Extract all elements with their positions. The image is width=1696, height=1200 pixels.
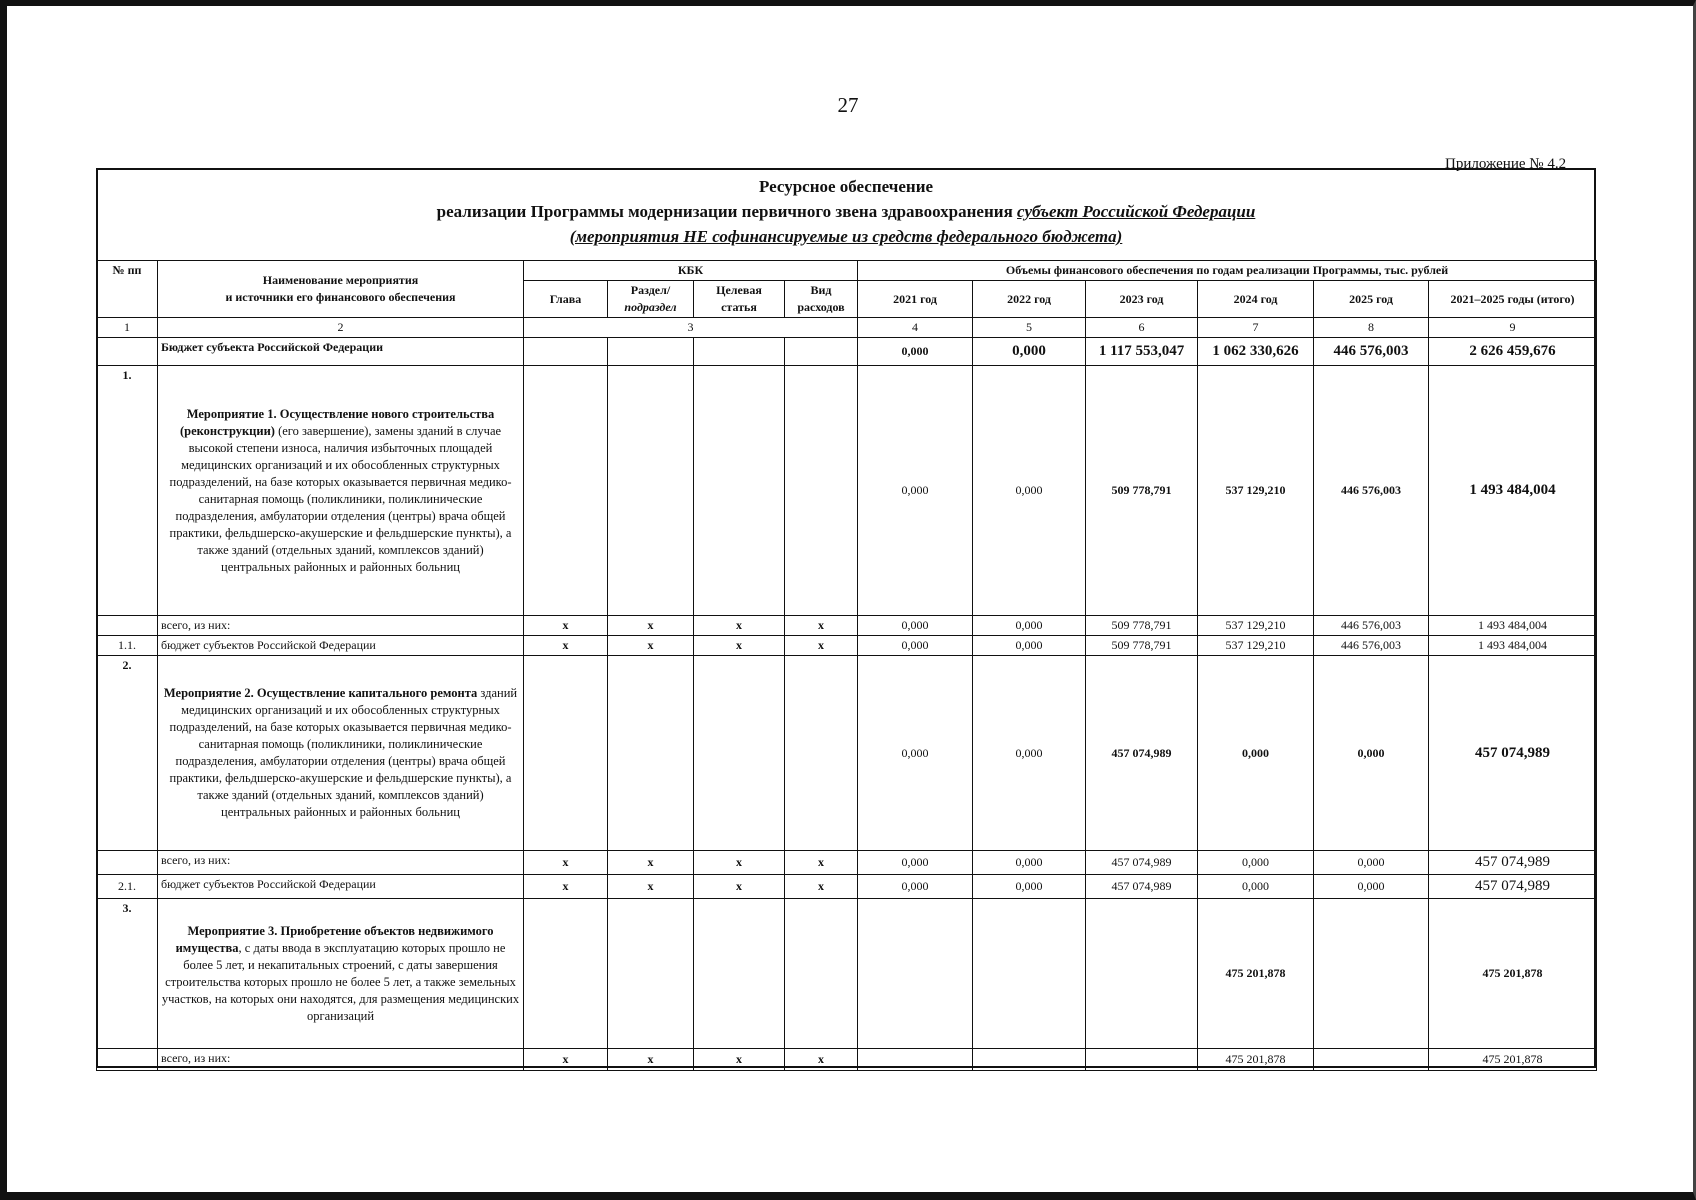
measure-2-1-2021: 0,000 (858, 875, 973, 899)
measure-2-name (158, 656, 524, 851)
budget-value-total: 2 626 459,676 (1429, 338, 1597, 366)
header-celevaya-line-1: Целевая (716, 283, 762, 297)
colnum-6: 6 (1086, 318, 1198, 338)
measure-2-name-rest: зданий медицинских организаций и их обособленных структурных подразделений, на базе которых оказывается первичная медико-санитарная помощь (поликлиники, поликлинические подразделения, амбулатории отделения (центры) врача общей практики, фельдшерско-акушерские и фельдшерские пункты), а также зданий (отдельных зданий, комплексов зданий) центральных районных и районных больниц (169, 686, 518, 819)
measure-2-name-bold: Мероприятие 2. Осуществление капитального ремонта (163, 686, 478, 700)
header-name (158, 261, 524, 318)
measure-3-name (158, 899, 524, 1049)
measure-1-1-kbk-1: x (524, 636, 608, 656)
title-line-3: (мероприятия НЕ софинансируемые из средств федерального бюджета) (569, 227, 1123, 246)
measure-1-1-2022: 0,000 (973, 636, 1086, 656)
measure-3-total-kbk-1: x (524, 1049, 608, 1071)
measure-3-value-total: 475 201,878 (1429, 899, 1597, 1049)
measure-2-total-num (97, 851, 158, 875)
measure-1-kbk-1 (524, 366, 608, 616)
measure-3-value-2023 (1086, 899, 1198, 1049)
measure-2-total-2021: 0,000 (858, 851, 973, 875)
measure-1-total-kbk-3: x (694, 616, 785, 636)
measure-2-total-kbk-3: x (694, 851, 785, 875)
header-celevaya (694, 281, 785, 318)
measure-1-value-2024: 537 129,210 (1198, 366, 1314, 616)
measure-2-kbk-2 (608, 656, 694, 851)
colnum-3: 3 (524, 318, 858, 338)
measure-1-total-kbk-4: x (785, 616, 858, 636)
measure-1-name-rest: (его завершение), замены зданий в случае высокой степени износа, наличия избыточных площадей медицинских организаций и их обособленных структурных подразделений, на базе которых оказывается первичная медико-санитарная помощь (поликлиники, поликлинические подразделения, амбулатории отделения (центры) врача общей практики, фельдшерско-акушерские и фельдшерские пункты), а также зданий (отдельных зданий, комплексов зданий) центральных районных и районных больниц (169, 423, 512, 574)
measure-2-total-2022: 0,000 (973, 851, 1086, 875)
measure-3-total-2022 (973, 1049, 1086, 1071)
measure-1-1-2021: 0,000 (858, 636, 973, 656)
row-measure-1-1 (97, 636, 1597, 656)
measure-3-total-name: всего, из них: (158, 1049, 524, 1071)
budget-kbk-4 (785, 338, 858, 366)
measure-3-total-kbk-3: x (694, 1049, 785, 1071)
budget-num (97, 338, 158, 366)
measure-3-total-2021 (858, 1049, 973, 1071)
budget-value-2024: 1 062 330,626 (1198, 338, 1314, 366)
measure-2-total-2025: 0,000 (1314, 851, 1429, 875)
measure-2-value-2025: 0,000 (1314, 656, 1429, 851)
measure-1-1-2025: 446 576,003 (1314, 636, 1429, 656)
page-number: 27 (837, 93, 859, 117)
measure-1-name-bold: Мероприятие 1. Осуществление нового строительства (реконструкции) (179, 406, 495, 438)
colnum-4: 4 (858, 318, 973, 338)
measure-1-value-2025: 446 576,003 (1314, 366, 1429, 616)
row-measure-3-total (97, 1049, 1597, 1071)
measure-3-value-2025 (1314, 899, 1429, 1049)
measure-2-value-2024: 0,000 (1198, 656, 1314, 851)
document-title (96, 174, 1596, 249)
header-num: № пп (97, 261, 158, 318)
resource-table (96, 260, 1597, 1071)
title-subject: субъект Российской Федерации (1017, 202, 1256, 221)
header-row-1 (97, 261, 1597, 281)
measure-1-value-2023: 509 778,791 (1086, 366, 1198, 616)
measure-2-kbk-3 (694, 656, 785, 851)
measure-1-total-kbk-1: x (524, 616, 608, 636)
header-year-2025: 2025 год (1314, 281, 1429, 318)
colnum-7: 7 (1198, 318, 1314, 338)
title-line-1: Ресурсное обеспечение (758, 177, 934, 196)
budget-kbk-1 (524, 338, 608, 366)
measure-2-total-2023: 457 074,989 (1086, 851, 1198, 875)
measure-3-kbk-3 (694, 899, 785, 1049)
measure-2-num: 2. (97, 656, 158, 851)
header-year-2021: 2021 год (858, 281, 973, 318)
measure-1-total-2022: 0,000 (973, 616, 1086, 636)
measure-1-value-total: 1 493 484,004 (1429, 366, 1597, 616)
measure-2-1-2023: 457 074,989 (1086, 875, 1198, 899)
measure-2-value-2023: 457 074,989 (1086, 656, 1198, 851)
row-measure-2 (97, 656, 1597, 851)
header-glava: Глава (524, 281, 608, 318)
measure-2-kbk-1 (524, 656, 608, 851)
header-year-2024: 2024 год (1198, 281, 1314, 318)
measure-2-value-total: 457 074,989 (1429, 656, 1597, 851)
measure-1-total-2021: 0,000 (858, 616, 973, 636)
header-razdel-line-1: Раздел/ (630, 283, 671, 297)
budget-kbk-2 (608, 338, 694, 366)
measure-2-1-sum: 457 074,989 (1429, 875, 1597, 899)
row-budget-total (97, 338, 1597, 366)
budget-value-2021: 0,000 (858, 338, 973, 366)
measure-3-total-kbk-4: x (785, 1049, 858, 1071)
measure-1-total-2023: 509 778,791 (1086, 616, 1198, 636)
measure-1-kbk-3 (694, 366, 785, 616)
measure-2-1-2025: 0,000 (1314, 875, 1429, 899)
measure-2-1-kbk-4: x (785, 875, 858, 899)
colnum-1: 1 (97, 318, 158, 338)
measure-3-kbk-1 (524, 899, 608, 1049)
header-name-line-1: Наименование мероприятия (262, 273, 419, 287)
measure-1-total-2024: 537 129,210 (1198, 616, 1314, 636)
measure-2-total-kbk-1: x (524, 851, 608, 875)
measure-1-value-2021: 0,000 (858, 366, 973, 616)
measure-3-total-sum: 475 201,878 (1429, 1049, 1597, 1071)
measure-2-value-2021: 0,000 (858, 656, 973, 851)
measure-1-1-2024: 537 129,210 (1198, 636, 1314, 656)
appendix-label: Приложение № 4.2 (1445, 156, 1567, 172)
measure-1-1-kbk-2: x (608, 636, 694, 656)
measure-2-1-kbk-2: x (608, 875, 694, 899)
colnum-5: 5 (973, 318, 1086, 338)
measure-1-1-kbk-4: x (785, 636, 858, 656)
header-year-total: 2021–2025 годы (итого) (1429, 281, 1597, 318)
measure-3-value-2022 (973, 899, 1086, 1049)
measure-2-1-2024: 0,000 (1198, 875, 1314, 899)
measure-2-1-name: бюджет субъектов Российской Федерации (158, 875, 524, 899)
header-vid-line-1: Вид (810, 283, 832, 297)
measure-3-total-2024: 475 201,878 (1198, 1049, 1314, 1071)
measure-1-1-sum: 1 493 484,004 (1429, 636, 1597, 656)
measure-3-name-rest: , с даты ввода в эксплуатацию которых прошло не более 5 лет, и некапитальных строений, с даты завершения строительства которых прошло не более 5 лет, а также земельных участков, на которых они находятся, для размещения медицинских организаций (161, 940, 520, 1023)
title-line-2-main: реализации Программы модернизации первичного звена здравоохранения (436, 202, 1013, 221)
measure-2-kbk-4 (785, 656, 858, 851)
measure-1-name (158, 366, 524, 616)
budget-value-2023: 1 117 553,047 (1086, 338, 1198, 366)
measure-2-1-kbk-3: x (694, 875, 785, 899)
header-razdel (608, 281, 694, 318)
measure-2-value-2022: 0,000 (973, 656, 1086, 851)
measure-1-num: 1. (97, 366, 158, 616)
measure-1-1-kbk-3: x (694, 636, 785, 656)
measure-2-total-2024: 0,000 (1198, 851, 1314, 875)
measure-3-num: 3. (97, 899, 158, 1049)
measure-1-kbk-4 (785, 366, 858, 616)
measure-1-total-num (97, 616, 158, 636)
measure-2-total-sum: 457 074,989 (1429, 851, 1597, 875)
budget-value-2025: 446 576,003 (1314, 338, 1429, 366)
row-measure-1-total (97, 616, 1597, 636)
measure-1-1-num: 1.1. (97, 636, 158, 656)
header-name-line-2: и источники его финансового обеспечения (225, 290, 456, 304)
colnum-9: 9 (1429, 318, 1597, 338)
measure-3-kbk-2 (608, 899, 694, 1049)
measure-3-total-2025 (1314, 1049, 1429, 1071)
measure-2-1-kbk-1: x (524, 875, 608, 899)
measure-2-total-kbk-2: x (608, 851, 694, 875)
measure-1-total-2025: 446 576,003 (1314, 616, 1429, 636)
column-number-row (97, 318, 1597, 338)
header-year-2022: 2022 год (973, 281, 1086, 318)
measure-2-total-kbk-4: x (785, 851, 858, 875)
header-razdel-line-2: подраздел (624, 300, 677, 314)
title-line-2 (96, 199, 1596, 224)
measure-3-total-num (97, 1049, 158, 1071)
header-volumes: Объемы финансового обеспечения по годам реализации Программы, тыс. рублей (858, 261, 1597, 281)
measure-2-total-name: всего, из них: (158, 851, 524, 875)
budget-value-2022: 0,000 (973, 338, 1086, 366)
colnum-2: 2 (158, 318, 524, 338)
measure-1-total-name: всего, из них: (158, 616, 524, 636)
colnum-8: 8 (1314, 318, 1429, 338)
row-measure-2-total (97, 851, 1597, 875)
measure-1-kbk-2 (608, 366, 694, 616)
budget-kbk-3 (694, 338, 785, 366)
measure-1-1-name: бюджет субъектов Российской Федерации (158, 636, 524, 656)
header-kbk: КБК (524, 261, 858, 281)
row-measure-1 (97, 366, 1597, 616)
row-measure-2-1 (97, 875, 1597, 899)
measure-3-name-bold: Мероприятие 3. Приобретение объектов недвижимого имущества (175, 923, 494, 955)
measure-1-1-2023: 509 778,791 (1086, 636, 1198, 656)
measure-2-1-2022: 0,000 (973, 875, 1086, 899)
measure-1-total-sum: 1 493 484,004 (1429, 616, 1597, 636)
measure-3-total-2023 (1086, 1049, 1198, 1071)
measure-2-1-num: 2.1. (97, 875, 158, 899)
measure-1-value-2022: 0,000 (973, 366, 1086, 616)
header-vid-line-2: расходов (797, 300, 845, 314)
measure-3-value-2021 (858, 899, 973, 1049)
measure-1-total-kbk-2: x (608, 616, 694, 636)
row-measure-3 (97, 899, 1597, 1049)
header-vid (785, 281, 858, 318)
measure-3-kbk-4 (785, 899, 858, 1049)
budget-name: Бюджет субъекта Российской Федерации (158, 338, 524, 366)
measure-3-value-2024: 475 201,878 (1198, 899, 1314, 1049)
measure-3-total-kbk-2: x (608, 1049, 694, 1071)
header-year-2023: 2023 год (1086, 281, 1198, 318)
header-celevaya-line-2: статья (721, 300, 757, 314)
